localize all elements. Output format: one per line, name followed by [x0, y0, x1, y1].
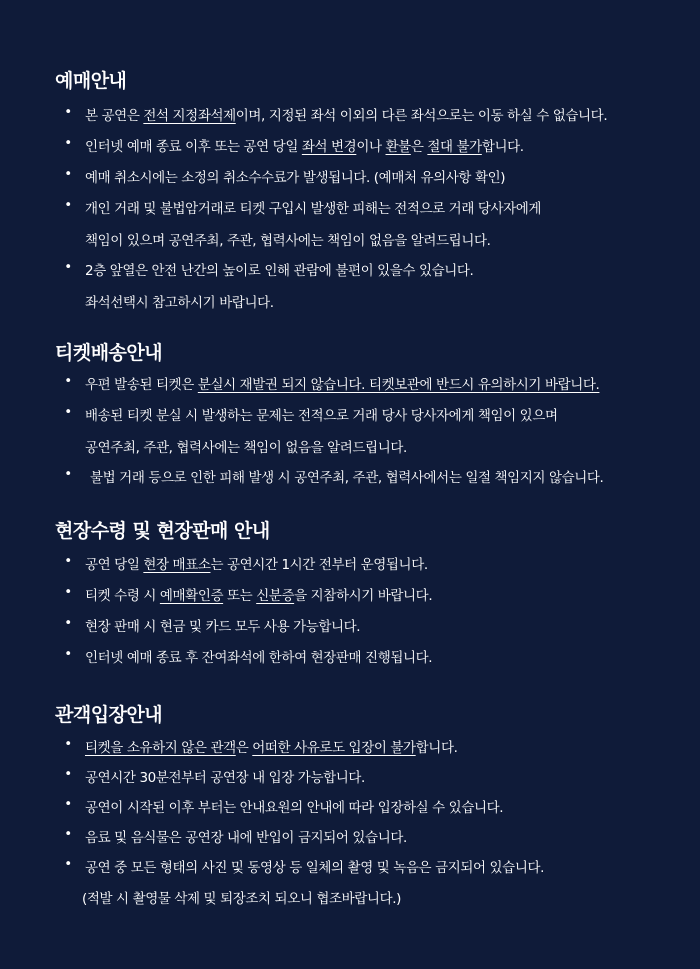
section-title: 예매안내 — [55, 70, 127, 92]
bullet-icon: • — [64, 466, 72, 482]
section-title: 관객입장안내 — [55, 704, 163, 726]
bullet-icon: • — [64, 856, 72, 872]
bullet-icon: • — [64, 404, 72, 420]
section-title: 현장수령 및 현장판매 안내 — [55, 520, 270, 542]
bullet-icon: • — [64, 104, 72, 120]
bullet-icon: • — [64, 615, 72, 631]
section-title: 티켓배송안내 — [55, 342, 163, 364]
bullet-icon: • — [64, 584, 72, 600]
bullet-icon: • — [64, 166, 72, 182]
bullet-icon: • — [64, 197, 72, 213]
bullet-icon: • — [64, 259, 72, 275]
bullet-icon: • — [64, 373, 72, 389]
bullet-icon: • — [64, 646, 72, 662]
bullet-icon: • — [64, 796, 72, 812]
bullet-icon: • — [64, 766, 72, 782]
bullet-icon: • — [64, 553, 72, 569]
notice-page: 예매안내 • 본 공연은 전석 지정좌석제이며, 지정된 좌석 이외의 다른 좌석으로는 이동 하실 수 없습니다. • 인터넷 예매 종료 이후 또는 공연 당일 좌석 변경이나 환불은 절대 불가합니다. • 예매 취소시에는 소정의 취소수수료가 발생됩니다. (예매처 유의사항 확인) • 개인 거래 및 불법암거래로 티켓 구입시 발생한 피해는 전적으로 거래 당사자에게 책임이 있으며 공연주최, 주관, 협력사에는 책임이 없음을 알려드립니다. • 2층 앞열은 안전 난간의 높이로 인해 관람에 불편이 있을수 있습니다. 좌석선택시 참고하시기 바랍니다. 티켓배송안내 • 우편 발송된 티켓은 분실시 재발권 되지 않습니다. 티켓보관에 반드시 유의하시기 바랍니다. • 배송된 티켓 분실 시 발생하는 문제는 전적으로 거래 당사 당사자에게 책임이 있으며 공연주최, 주관, 협력사에는 책임이 없음을 알려드립니다. • 불법 거래 등으로 인한 피해 발생 시 공연주최, 주관, 협력사에서는 일절 책임지지 않습니다. 현장수령 및 현장판매 안내 • 공연 당일 현장 매표소는 공연시간 1시간 전부터 운영됩니다. • 티켓 수령 시 예매확인증 또는 신분증을 지참하시기 바랍니다. • 현장 판매 시 현금 및 카드 모두 사용 가능합니다. • 인터넷 예매 종료 후 잔여좌석에 한하여 현장판매 진행됩니다. 관객입장안내 • 티켓을 소유하지 않은 관객은 어떠한 사유로도 입장이 불가합니다. • 공연시간 30분전부터 공연장 내 입장 가능합니다. • 공연이 시작된 이후 부터는 안내요원의 안내에 따라 입장하실 수 있습니다. • 음료 및 음식물은 공연장 내에 반입이 금지되어 있습니다. • 공연 중 모든 형태의 사진 및 동영상 등 일체의 촬영 및 녹음은 금지되어 있습니다. (적발 시 촬영물 삭제 및 퇴장조치 되오니 협조바랍니다.) — [0, 0, 700, 969]
bullet-icon: • — [64, 135, 72, 151]
bullet-icon: • — [64, 826, 72, 842]
bullet-icon: • — [64, 736, 72, 752]
